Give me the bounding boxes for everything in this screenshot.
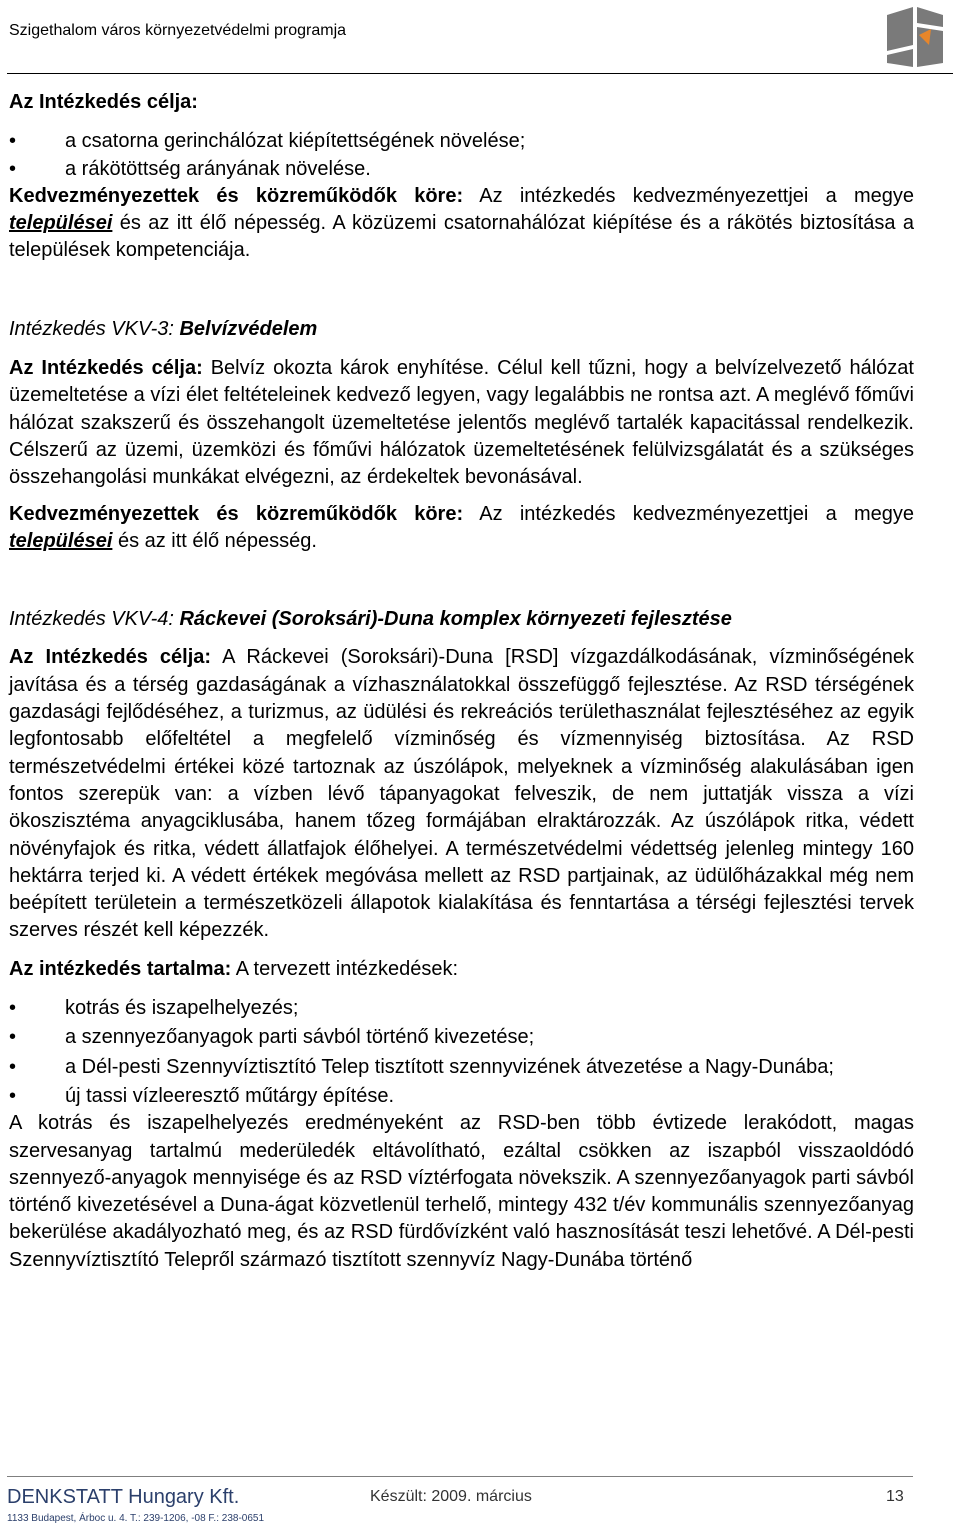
footer-company: DENKSTATT Hungary Kft. <box>7 1486 240 1508</box>
goal-label: Az Intézkedés célja: <box>9 646 212 669</box>
beneficiaries-text-end: és az itt élő népesség. A közüzemi csatornahálózat kiépítése és a rákötés biztosítása a települések kompetenciája. <box>9 212 914 262</box>
page-number: 13 <box>886 1488 904 1505</box>
heading-title: Belvízvédelem <box>179 317 318 340</box>
heading-prefix: Intézkedés VKV-4: <box>9 608 180 631</box>
footer-divider <box>7 1476 913 1477</box>
header-divider <box>7 73 953 74</box>
goal-label: Az Intézkedés célja: <box>9 357 203 380</box>
company-logo-icon <box>879 5 951 69</box>
list-item: • új tassi vízleeresztő műtárgy építése. <box>9 1083 914 1110</box>
content-paragraph <box>9 956 914 983</box>
beneficiaries-underlined: települései <box>9 212 113 235</box>
list-item: • a rákötöttség arányának növelése. <box>9 156 914 183</box>
measures-list <box>9 995 914 1110</box>
heading-prefix: Intézkedés VKV-3: <box>9 317 180 340</box>
list-item: • kotrás és iszapelhelyezés; <box>9 995 914 1022</box>
footer-date: Készült: 2009. március <box>370 1488 532 1505</box>
beneficiaries-paragraph <box>9 501 914 556</box>
beneficiaries-paragraph <box>9 183 914 265</box>
beneficiaries-underlined: települései <box>9 529 113 552</box>
beneficiaries-label: Kedvezményezettek és közreműködők köre: <box>9 184 464 207</box>
page-header <box>0 0 960 76</box>
document-title: Szigethalom város környezetvédelmi programja <box>9 22 347 39</box>
section-heading-vkv3 <box>9 316 914 343</box>
closing-paragraph: A kotrás és iszapelhelyezés eredményeként az RSD-ben több évtizede lerakódott, magas szervesanyag tartalmú mederüledék eltávolítható, ezáltal csökken az iszapból visszaoldódó szennyező-anyagok mennyisége és az RSD víztérfogata növekszik. A szennyezőanyagok parti sávból történő kivezetésével a Duna-ágat közvetlenül terhelő, mintegy 432 t/év kommunális szennyezőanyag bekerülése akadályozható meg, és az RSD fürdővízként való hasznosítását teszi lehetővé. A Dél-pesti Szennyvíztisztító Telepről származó tisztított szennyvíz Nagy-Dunába történő <box>9 1112 914 1271</box>
content-label: Az intézkedés tartalma: <box>9 957 232 980</box>
goal-list <box>9 128 914 183</box>
list-item: • a Dél-pesti Szennyvíztisztító Telep tisztított szennyvizének átvezetése a Nagy-Dunába; <box>9 1054 914 1081</box>
list-item: • a csatorna gerinchálózat kiépítettségének növelése; <box>9 128 914 155</box>
footer-address: 1133 Budapest, Árboc u. 4. T.: 239-1206, -08 F.: 238-0651 <box>7 1513 265 1524</box>
beneficiaries-text: Az intézkedés kedvezményezettjei a megye <box>463 184 914 207</box>
document-body <box>9 86 914 1274</box>
content-text: A tervezett intézkedések: <box>231 957 459 980</box>
list-item: • a szennyezőanyagok parti sávból történő kivezetése; <box>9 1024 914 1051</box>
goal-label: Az Intézkedés célja: <box>9 91 198 113</box>
heading-title: Ráckevei (Soroksári)-Duna komplex környezeti fejlesztése <box>179 608 732 631</box>
beneficiaries-label: Kedvezményezettek és közreműködők köre: <box>9 502 464 525</box>
goal-paragraph <box>9 355 914 491</box>
section-heading-vkv4 <box>9 606 914 633</box>
beneficiaries-text-end: és az itt élő népesség. <box>112 529 317 552</box>
goal-text: A Ráckevei (Soroksári)-Duna [RSD] vízgazdálkodásának, vízminőségének javítása és a térség gazdaságának a vízhasználatokkal összefüggő fejlesztése. Az RSD térségének gazdasági fejlődéséhez, a turizmus, az üdülési és rekreációs területhasználat fejlesztéséhez az egyik legfontosabb előfeltétel a megfelelő vízminőség és vízmennyiség biztosítása. Az RSD természetvédelmi értékei közé tartoznak az úszólápok, melyeknek a vízminőség alakulásában igen fontos szerepük van: a vízben lévő tápanyagokat felveszik, de nem juttatják vissza a vízi ökoszisztéma anyagciklusába, hanem tőzeg formájában elraktározzák. Az úszólápok ritka, védett növényfajok és ritka, védett állatfajok élőhelyei. A természetvédelmi védettség jelenleg mintegy 160 hektárra terjed ki. A védett értékek megóvása mellett az RSD partjainak, az üdülőházakkal még nem beépített területein a természetközeli állapotok kialakítása és fenntartása a térségi fejlesztési tervek szerves részét kell képezzék. <box>9 646 914 942</box>
goal-text: Belvíz okozta károk enyhítése. Célul kell tűzni, hogy a belvízelvezető hálózat üzemeltetése a vízi élet feltételeinek kedvező legyen, vagy legalábbis ne rontsa azt. A meglévő főművi hálózat szakszerű és összehangolt üzemeltetése jelentős meglévő tartalék kapacitással rendelkezik. Célszerű az üzemi, üzemközi és főművi hálózatok üzemeltetésének felülvizsgálatát és a szükséges összehangolási munkákat elvégezni, az érdekeltek bevonásával. <box>9 357 914 489</box>
beneficiaries-text: Az intézkedés kedvezményezettjei a megye <box>463 502 914 525</box>
goal-paragraph <box>9 644 914 944</box>
